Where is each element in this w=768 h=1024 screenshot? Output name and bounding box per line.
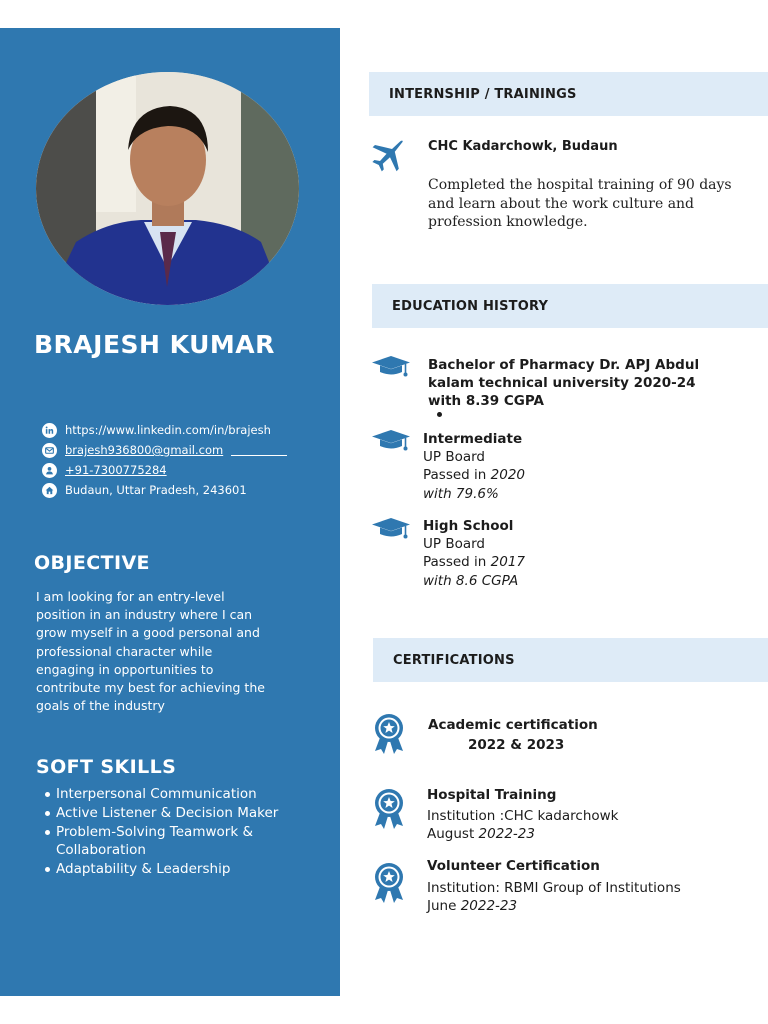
email-address[interactable]: brajesh936800@gmail.com [65, 443, 224, 457]
education-title: High School [423, 518, 514, 534]
certification-title: Academic certification [428, 717, 598, 733]
sidebar [0, 28, 340, 996]
passed-label: Passed in [423, 467, 491, 484]
education-title: Bachelor of Pharmacy Dr. APJ Abdul kalam technical university 2020-24 with 8.39 CGPA [428, 357, 700, 410]
email-icon [42, 443, 57, 458]
certification-date [427, 825, 619, 843]
list-item: Interpersonal Communication [36, 785, 326, 804]
graduation-cap-icon [371, 516, 411, 542]
contact-phone[interactable] [42, 460, 287, 480]
certification-institution: Institution :CHC kadarchowk [427, 808, 619, 824]
certification-details [427, 879, 681, 915]
certification-details [427, 807, 619, 843]
certification-title: Volunteer Certification [427, 858, 600, 874]
passed-label: Passed in [423, 554, 491, 571]
candidate-name: BRAJESH KUMAR [34, 330, 275, 359]
award-ribbon-icon [372, 713, 406, 755]
list-item: Problem-Solving Teamwork & Collaboration [36, 823, 326, 861]
education-item-intermediate [423, 430, 683, 503]
education-item-bpharm [428, 356, 728, 411]
contact-address [42, 480, 287, 500]
certification-institution: Institution: RBMI Group of Institutions [427, 880, 681, 896]
phone-icon [42, 463, 57, 478]
education-heading: EDUCATION HISTORY [372, 284, 768, 328]
profile-photo [36, 72, 299, 305]
education-board: UP Board [423, 536, 485, 553]
list-item: Adaptability & Leadership [36, 860, 326, 879]
award-ribbon-icon [372, 862, 406, 904]
certification-month: August [427, 826, 479, 842]
soft-skills-heading: SOFT SKILLS [36, 756, 177, 778]
objective-text: I am looking for an entry-level position in an industry where I can grow myself in a good personal and professional character while engaging in opportunities to contribute my best for achieving the goals of the industry [36, 589, 265, 714]
graduation-cap-icon [371, 354, 411, 380]
certification-year: 2022-23 [478, 826, 535, 842]
certification-date [427, 897, 681, 915]
linkedin-url[interactable]: https://www.linkedin.com/in/brajesh [65, 423, 271, 437]
contact-linkedin[interactable] [42, 420, 287, 440]
internship-description: Completed the hospital training of 90 days and learn about the work culture and profession knowledge. [428, 177, 732, 230]
phone-number[interactable]: +91-7300775284 [65, 463, 167, 477]
passed-year: 2020 [490, 467, 525, 484]
bullet [437, 412, 442, 417]
education-board: UP Board [423, 449, 485, 466]
email-underline [231, 444, 287, 456]
education-title: Intermediate [423, 431, 523, 447]
list-item: Active Listener & Decision Maker [36, 804, 326, 823]
contact-email[interactable] [42, 440, 287, 460]
airplane-icon [370, 140, 404, 172]
education-score: with 8.6 CGPA [423, 572, 519, 589]
soft-skills-list [36, 785, 326, 879]
certification-month: June [427, 898, 461, 914]
home-icon [42, 483, 57, 498]
internship-organization: CHC Kadarchowk, Budaun [428, 139, 618, 154]
education-score: with 79.6% [423, 485, 499, 502]
graduation-cap-icon [371, 428, 411, 454]
contact-list [42, 420, 287, 500]
education-passed [423, 553, 683, 571]
award-ribbon-icon [372, 788, 406, 830]
education-passed [423, 466, 683, 484]
certification-years: 2022 & 2023 [468, 737, 565, 753]
address: Budaun, Uttar Pradesh, 243601 [65, 483, 247, 497]
certification-year: 2022-23 [460, 898, 518, 914]
linkedin-icon [42, 423, 57, 438]
education-item-high-school [423, 517, 683, 590]
passed-year: 2017 [490, 554, 525, 571]
certifications-heading: CERTIFICATIONS [373, 638, 768, 682]
objective-heading: OBJECTIVE [34, 552, 150, 574]
certification-title: Hospital Training [427, 787, 557, 803]
internship-heading: INTERNSHIP / TRAININGS [369, 72, 768, 116]
